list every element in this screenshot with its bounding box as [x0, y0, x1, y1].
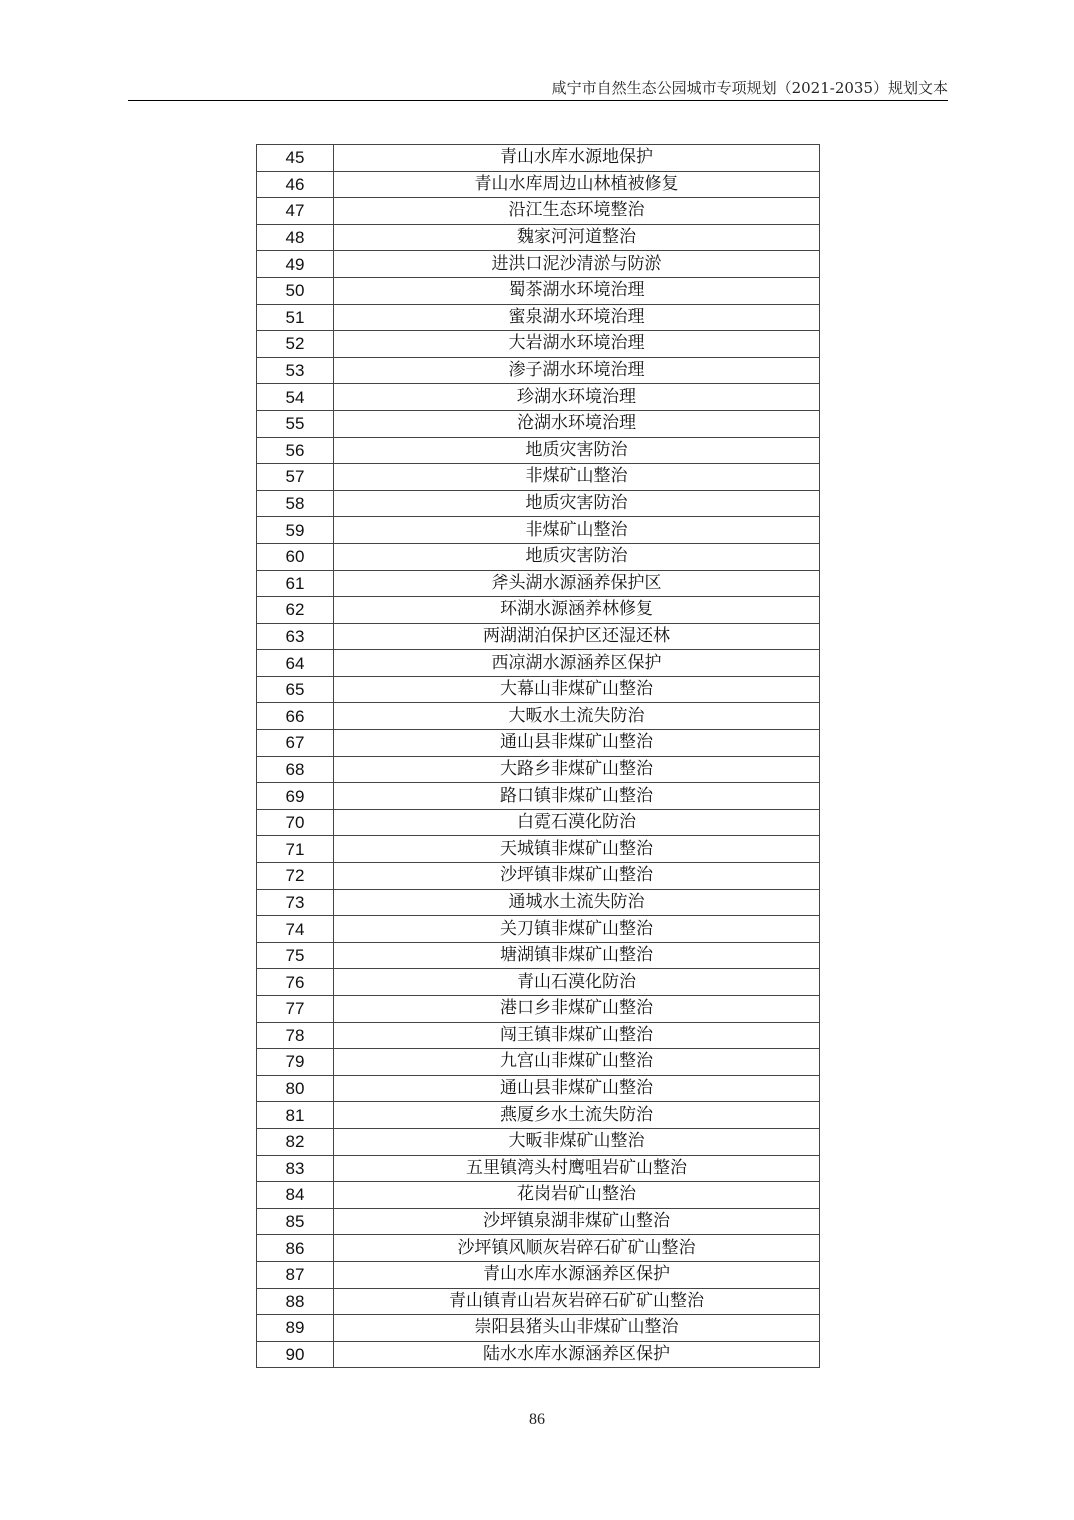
- project-name-cell: 青山水库水源涵养区保护: [334, 1261, 820, 1288]
- table-row: [257, 996, 820, 1023]
- project-name-cell: 闯王镇非煤矿山整治: [334, 1022, 820, 1049]
- project-name-cell: 斧头湖水源涵养保护区: [334, 570, 820, 597]
- table-row: [257, 490, 820, 517]
- project-table: [256, 144, 820, 1368]
- row-number-cell: 70: [257, 809, 334, 836]
- table-row: [257, 942, 820, 969]
- project-name-cell: 花岗岩矿山整治: [334, 1182, 820, 1209]
- project-name-cell: 通山县非煤矿山整治: [334, 1075, 820, 1102]
- row-number-cell: 46: [257, 171, 334, 198]
- row-number-cell: 74: [257, 916, 334, 943]
- row-number-cell: 50: [257, 277, 334, 304]
- table-row: [257, 676, 820, 703]
- project-name-cell: 沙坪镇风顺灰岩碎石矿矿山整治: [334, 1235, 820, 1262]
- table-row: [257, 1208, 820, 1235]
- row-number-cell: 49: [257, 251, 334, 278]
- row-number-cell: 64: [257, 650, 334, 677]
- table-row: [257, 517, 820, 544]
- table-row: [257, 464, 820, 491]
- table-row: [257, 1049, 820, 1076]
- project-name-cell: 关刀镇非煤矿山整治: [334, 916, 820, 943]
- table-row: [257, 1128, 820, 1155]
- table-row: [257, 357, 820, 384]
- project-name-cell: 沙坪镇非煤矿山整治: [334, 863, 820, 890]
- row-number-cell: 63: [257, 623, 334, 650]
- row-number-cell: 83: [257, 1155, 334, 1182]
- row-number-cell: 55: [257, 410, 334, 437]
- table-row: [257, 1341, 820, 1368]
- project-name-cell: 非煤矿山整治: [334, 517, 820, 544]
- project-name-cell: 燕厦乡水土流失防治: [334, 1102, 820, 1129]
- project-name-cell: 大畈非煤矿山整治: [334, 1128, 820, 1155]
- project-name-cell: 沧湖水环境治理: [334, 410, 820, 437]
- row-number-cell: 54: [257, 384, 334, 411]
- table-row: [257, 543, 820, 570]
- document-title: 咸宁市自然生态公园城市专项规划（2021-2035）规划文本: [551, 79, 948, 97]
- project-name-cell: 九宫山非煤矿山整治: [334, 1049, 820, 1076]
- row-number-cell: 82: [257, 1128, 334, 1155]
- row-number-cell: 68: [257, 756, 334, 783]
- table-row: [257, 1315, 820, 1342]
- project-name-cell: 珍湖水环境治理: [334, 384, 820, 411]
- project-name-cell: 青山镇青山岩灰岩碎石矿矿山整治: [334, 1288, 820, 1315]
- project-name-cell: 大畈水土流失防治: [334, 703, 820, 730]
- table-row: [257, 1235, 820, 1262]
- table-row: [257, 304, 820, 331]
- project-name-cell: 进洪口泥沙清淤与防淤: [334, 251, 820, 278]
- project-name-cell: 蜀茶湖水环境治理: [334, 277, 820, 304]
- project-name-cell: 大幕山非煤矿山整治: [334, 676, 820, 703]
- row-number-cell: 88: [257, 1288, 334, 1315]
- table-row: [257, 1022, 820, 1049]
- project-name-cell: 沿江生态环境整治: [334, 198, 820, 225]
- row-number-cell: 56: [257, 437, 334, 464]
- project-name-cell: 青山石漠化防治: [334, 969, 820, 996]
- project-name-cell: 路口镇非煤矿山整治: [334, 783, 820, 810]
- row-number-cell: 62: [257, 597, 334, 624]
- row-number-cell: 76: [257, 969, 334, 996]
- page-header: [128, 78, 948, 101]
- row-number-cell: 48: [257, 224, 334, 251]
- table-row: [257, 809, 820, 836]
- row-number-cell: 75: [257, 942, 334, 969]
- project-name-cell: 环湖水源涵养林修复: [334, 597, 820, 624]
- table-row: [257, 437, 820, 464]
- project-name-cell: 五里镇湾头村鹰咀岩矿山整治: [334, 1155, 820, 1182]
- project-name-cell: 两湖湖泊保护区还湿还林: [334, 623, 820, 650]
- table-row: [257, 916, 820, 943]
- row-number-cell: 84: [257, 1182, 334, 1209]
- row-number-cell: 52: [257, 331, 334, 358]
- row-number-cell: 73: [257, 889, 334, 916]
- table-row: [257, 783, 820, 810]
- project-name-cell: 沙坪镇泉湖非煤矿山整治: [334, 1208, 820, 1235]
- row-number-cell: 86: [257, 1235, 334, 1262]
- project-name-cell: 地质灾害防治: [334, 543, 820, 570]
- table-row: [257, 650, 820, 677]
- table-row: [257, 1155, 820, 1182]
- project-table-body: [257, 145, 820, 1368]
- row-number-cell: 81: [257, 1102, 334, 1129]
- project-name-cell: 崇阳县猪头山非煤矿山整治: [334, 1315, 820, 1342]
- project-name-cell: 塘湖镇非煤矿山整治: [334, 942, 820, 969]
- table-row: [257, 410, 820, 437]
- table-row: [257, 1075, 820, 1102]
- table-row: [257, 756, 820, 783]
- row-number-cell: 79: [257, 1049, 334, 1076]
- project-name-cell: 西凉湖水源涵养区保护: [334, 650, 820, 677]
- project-name-cell: 白霓石漠化防治: [334, 809, 820, 836]
- project-name-cell: 魏家河河道整治: [334, 224, 820, 251]
- row-number-cell: 45: [257, 145, 334, 172]
- table-row: [257, 145, 820, 172]
- table-row: [257, 836, 820, 863]
- project-name-cell: 青山水库水源地保护: [334, 145, 820, 172]
- table-row: [257, 1182, 820, 1209]
- table-row: [257, 597, 820, 624]
- row-number-cell: 77: [257, 996, 334, 1023]
- table-row: [257, 198, 820, 225]
- project-name-cell: 青山水库周边山林植被修复: [334, 171, 820, 198]
- table-row: [257, 1288, 820, 1315]
- row-number-cell: 89: [257, 1315, 334, 1342]
- project-name-cell: 非煤矿山整治: [334, 464, 820, 491]
- table-row: [257, 277, 820, 304]
- project-name-cell: 地质灾害防治: [334, 437, 820, 464]
- row-number-cell: 66: [257, 703, 334, 730]
- table-row: [257, 863, 820, 890]
- table-row: [257, 703, 820, 730]
- row-number-cell: 65: [257, 676, 334, 703]
- table-row: [257, 969, 820, 996]
- row-number-cell: 90: [257, 1341, 334, 1368]
- row-number-cell: 53: [257, 357, 334, 384]
- row-number-cell: 67: [257, 730, 334, 757]
- table-row: [257, 623, 820, 650]
- project-name-cell: 港口乡非煤矿山整治: [334, 996, 820, 1023]
- table-row: [257, 251, 820, 278]
- row-number-cell: 80: [257, 1075, 334, 1102]
- table-row: [257, 730, 820, 757]
- project-name-cell: 地质灾害防治: [334, 490, 820, 517]
- project-name-cell: 渗子湖水环境治理: [334, 357, 820, 384]
- table-row: [257, 1261, 820, 1288]
- project-name-cell: 通城水土流失防治: [334, 889, 820, 916]
- row-number-cell: 87: [257, 1261, 334, 1288]
- project-name-cell: 蜜泉湖水环境治理: [334, 304, 820, 331]
- table-row: [257, 171, 820, 198]
- row-number-cell: 71: [257, 836, 334, 863]
- row-number-cell: 61: [257, 570, 334, 597]
- table-row: [257, 889, 820, 916]
- row-number-cell: 85: [257, 1208, 334, 1235]
- row-number-cell: 78: [257, 1022, 334, 1049]
- project-name-cell: 通山县非煤矿山整治: [334, 730, 820, 757]
- table-row: [257, 1102, 820, 1129]
- project-name-cell: 大岩湖水环境治理: [334, 331, 820, 358]
- row-number-cell: 69: [257, 783, 334, 810]
- row-number-cell: 51: [257, 304, 334, 331]
- table-row: [257, 224, 820, 251]
- row-number-cell: 72: [257, 863, 334, 890]
- project-name-cell: 陆水水库水源涵养区保护: [334, 1341, 820, 1368]
- table-row: [257, 331, 820, 358]
- table-row: [257, 384, 820, 411]
- row-number-cell: 47: [257, 198, 334, 225]
- table-row: [257, 570, 820, 597]
- row-number-cell: 60: [257, 543, 334, 570]
- page-number: 86: [529, 1411, 545, 1428]
- row-number-cell: 58: [257, 490, 334, 517]
- row-number-cell: 59: [257, 517, 334, 544]
- row-number-cell: 57: [257, 464, 334, 491]
- project-name-cell: 大路乡非煤矿山整治: [334, 756, 820, 783]
- project-name-cell: 天城镇非煤矿山整治: [334, 836, 820, 863]
